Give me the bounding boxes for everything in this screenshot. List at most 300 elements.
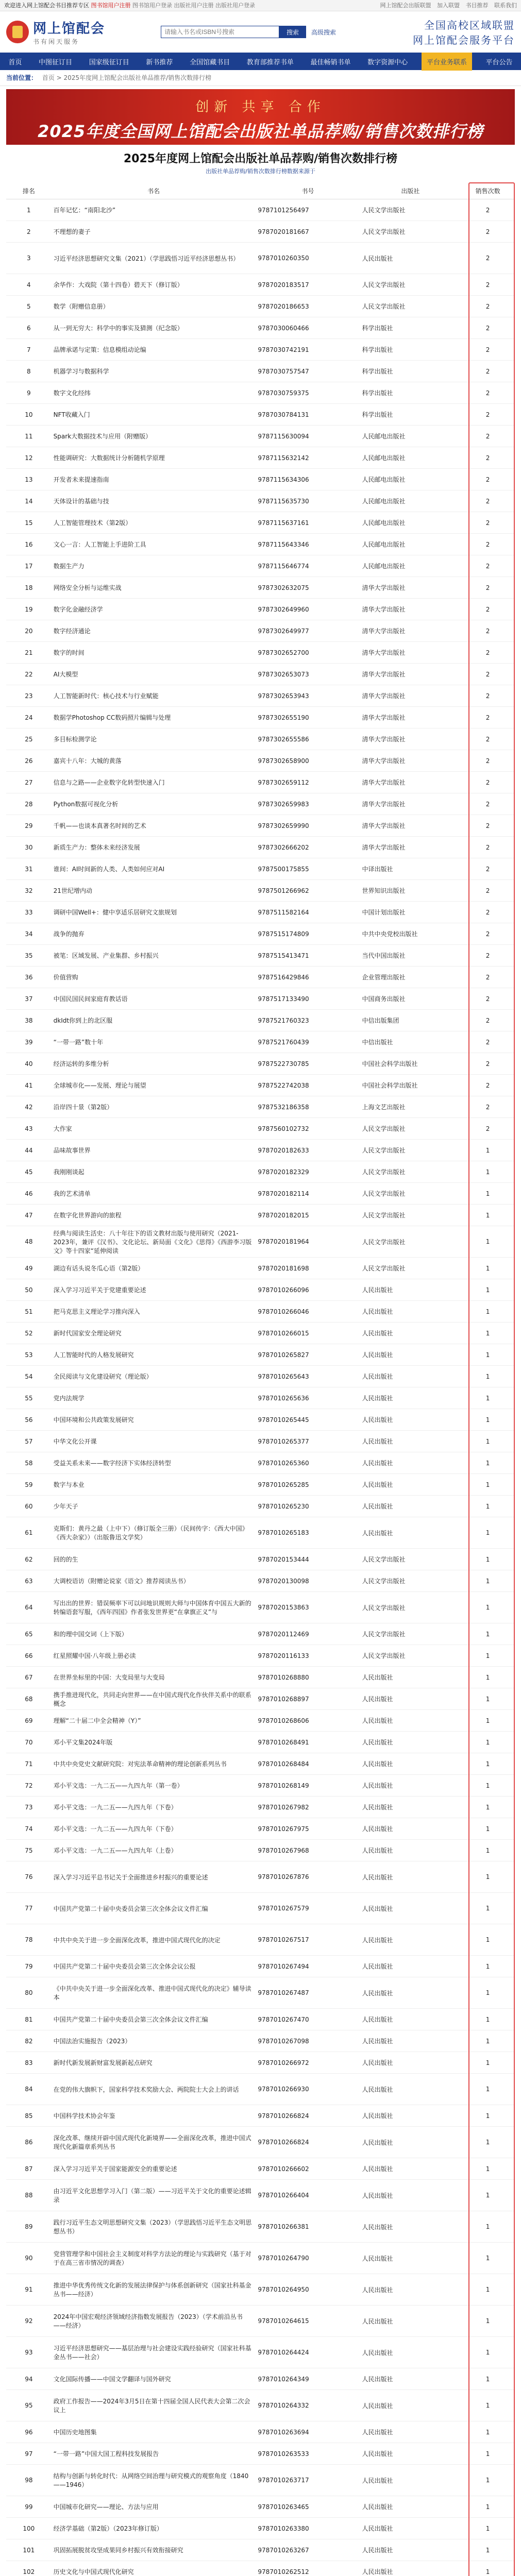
title-cell[interactable]: 深化改革、继续开辟中国式现代化新境界——全面深化改革，推进中国式现代化新篇章系列丛书 — [52, 2127, 256, 2158]
title-cell[interactable]: 机器学习与数据科学 — [52, 361, 256, 382]
isbn-cell: 9787010268491 — [256, 1732, 360, 1753]
advanced-search-link[interactable]: 高级搜索 — [311, 28, 337, 36]
publisher-cell: 人民文学出版社 — [360, 1205, 461, 1226]
table-row — [6, 945, 515, 967]
publisher-cell: 人民出版社 — [360, 1688, 461, 1710]
title-cell[interactable]: 21世纪增内动 — [52, 880, 256, 902]
title-cell[interactable]: 中国城市化研究——理论、方法与应用 — [52, 2496, 256, 2518]
title-cell[interactable]: 党营管理学和中国社会主义制度对科学方法论的理论与实践研究（基于对于在高三省市情况的调查） — [52, 2243, 256, 2274]
publisher-cell: 人民出版社 — [360, 1710, 461, 1732]
sales-cell: 2 — [461, 1118, 515, 1140]
publisher-cell: 人民出版社 — [360, 2180, 461, 2211]
rank-cell: 95 — [6, 2390, 52, 2421]
table-row — [6, 2390, 515, 2421]
rank-cell: 59 — [6, 1474, 52, 1496]
publisher-cell: 人民出版社 — [360, 1387, 461, 1409]
title-cell[interactable]: NFT收藏入门 — [52, 404, 256, 426]
sales-cell: 1 — [461, 1893, 515, 1924]
publisher-cell: 人民出版社 — [360, 2390, 461, 2421]
title-cell[interactable]: 价值营购 — [52, 967, 256, 988]
logo[interactable] — [6, 18, 130, 46]
table-row — [6, 902, 515, 923]
title-cell[interactable]: 文心一言：人工智能上手进阶工具 — [52, 534, 256, 555]
title-cell[interactable]: 性能调研究：大数据统计分析随机学原理 — [52, 447, 256, 469]
title-cell[interactable]: 《中共中央关于进一步全面深化改革、推进中国式现代化的决定》辅导读本 — [52, 1977, 256, 2009]
title-cell[interactable]: 中国科学技术协会年鉴 — [52, 2105, 256, 2127]
table-row — [6, 296, 515, 317]
rank-cell: 8 — [6, 361, 52, 382]
table-row — [6, 750, 515, 772]
table-header — [6, 182, 515, 199]
rank-cell: 13 — [6, 469, 52, 490]
rank-cell: 23 — [6, 685, 52, 707]
rank-cell: 80 — [6, 1977, 52, 2009]
col-sales: 销售次数 — [461, 182, 515, 199]
table-row — [6, 1623, 515, 1645]
sales-cell: 2 — [461, 707, 515, 728]
title-cell[interactable]: 湖边有话头说冬瓜心语（第2版） — [52, 1258, 256, 1279]
nav-business[interactable]: 平台业务联系 — [422, 53, 472, 71]
isbn-cell: 9787010267487 — [256, 1977, 360, 2009]
title-cell[interactable]: AI大模型 — [52, 664, 256, 685]
isbn-cell: 9787010266015 — [256, 1323, 360, 1344]
publisher-cell: 清华大学出版社 — [360, 793, 461, 815]
rank-cell: 87 — [6, 2158, 52, 2180]
sales-cell: 1 — [461, 1258, 515, 1279]
sales-cell: 1 — [461, 2127, 515, 2158]
publisher-cell: 人民出版社 — [360, 2158, 461, 2180]
title-cell[interactable]: 数字与本业 — [52, 1474, 256, 1496]
isbn-cell: 9787010266046 — [256, 1301, 360, 1323]
title-cell[interactable]: 我刚刚谈起 — [52, 1161, 256, 1183]
title-cell[interactable]: 余华作：大戏院（第十四卷）碧天下（修订版） — [52, 274, 256, 296]
publisher-cell: 人民出版社 — [360, 1956, 461, 1977]
title-cell[interactable]: 结构与创新与转化时代：从网络空间治理与研究模式的观察角度（1840——1946） — [52, 2465, 256, 2496]
sales-cell: 2 — [461, 642, 515, 664]
title-cell[interactable]: “一带一路”中国大国工程科技发展报告 — [52, 2443, 256, 2465]
sales-cell: 2 — [461, 243, 515, 274]
link-pub-login[interactable]: 出版社用户登录 — [215, 2, 255, 9]
title-cell[interactable]: 践行习近平生态文明思想研究文集（2023）（学思践悟习近平生态文明思想丛书） — [52, 2211, 256, 2243]
isbn-cell: 9787302658900 — [256, 750, 360, 772]
title-cell[interactable]: 百年记忆：“南阳北沙” — [52, 199, 256, 221]
sales-cell: 1 — [461, 2561, 515, 2576]
sales-cell: 2 — [461, 1010, 515, 1031]
title-cell[interactable]: 全球城市化——发展、理论与展望 — [52, 1075, 256, 1096]
title-cell[interactable]: 大作家 — [52, 1118, 256, 1140]
table-row — [6, 1840, 515, 1861]
slogan — [413, 17, 515, 47]
table-row — [6, 2105, 515, 2127]
title-cell[interactable]: 深入学习习近平关于国家能源安全的重要论述 — [52, 2158, 256, 2180]
sales-cell: 1 — [461, 1710, 515, 1732]
publisher-cell: 人民出版社 — [360, 2052, 461, 2074]
nav-new-books[interactable]: 新书推荐 — [146, 58, 173, 66]
title-cell[interactable]: 数据生产力 — [52, 555, 256, 577]
nav-zhongtu[interactable]: 中图征订目 — [39, 58, 73, 66]
sales-cell: 2 — [461, 1096, 515, 1118]
title-cell[interactable]: 邓小平文选：一九二五——九四九年（下卷） — [52, 1797, 256, 1818]
title-cell[interactable]: 在党的伟大旗帜下，国家科学技术奖励大会、两院院士大会上的讲话 — [52, 2074, 256, 2105]
publisher-cell: 人民出版社 — [360, 1366, 461, 1387]
title-cell[interactable]: 沿岸四十景（第2版） — [52, 1096, 256, 1118]
isbn-cell: 9787010266602 — [256, 2158, 360, 2180]
table-row — [6, 1667, 515, 1688]
title-cell[interactable]: 新时代国家安全理论研究 — [52, 1323, 256, 1344]
title-cell[interactable]: 新质生产力：整体未来经济发展 — [52, 837, 256, 858]
title-cell[interactable]: 新时代新发展新财富发展新起点研究 — [52, 2052, 256, 2074]
title-cell[interactable]: 推进中华优秀传统文化新的发展法律保护与体系创新研究（国家社科基金丛书——经济） — [52, 2274, 256, 2306]
rank-cell: 54 — [6, 1366, 52, 1387]
sales-cell: 2 — [461, 599, 515, 620]
title-cell[interactable]: 谁间：AI时间新的人类、人类如何应对AI — [52, 858, 256, 880]
isbn-cell: 9787501266962 — [256, 880, 360, 902]
sales-cell: 2 — [461, 274, 515, 296]
isbn-cell: 9787500175855 — [256, 858, 360, 880]
title-cell[interactable]: 把马克思主义理论学习推向深入 — [52, 1301, 256, 1323]
publisher-cell: 人民出版社 — [360, 1667, 461, 1688]
page-subtitle: 出版社单品荐购/销售次数排行榜数据来源于 — [206, 168, 315, 175]
title-cell[interactable]: 受益关系未来——数字经济下实体经济转型 — [52, 1452, 256, 1474]
rank-cell: 4 — [6, 274, 52, 296]
title-cell[interactable]: 中共中央党史文献研究院：对宪法革命精神的理论创新系列丛书 — [52, 1753, 256, 1775]
rank-cell: 22 — [6, 664, 52, 685]
title-cell[interactable]: 中国共产党第二十届中央委员会第三次全体会议公报 — [52, 1956, 256, 1977]
sales-cell: 1 — [461, 2030, 515, 2052]
isbn-cell: 9787515174809 — [256, 923, 360, 945]
nav-edu-list[interactable]: 教育部推荐书单 — [246, 58, 294, 66]
title-cell[interactable]: 习近平经济思想研究——基层治理与社会建设实践经验研究（国家社科基金丛书——社会） — [52, 2337, 256, 2368]
table-row — [6, 793, 515, 815]
publisher-cell: 人民出版社 — [360, 1474, 461, 1496]
rank-cell: 27 — [6, 772, 52, 793]
publisher-cell: 清华大学出版社 — [360, 728, 461, 750]
title-cell[interactable]: 从一到无穷大：科学中的事实及猜测（纪念版） — [52, 317, 256, 339]
isbn-cell: 9787101256497 — [256, 199, 360, 221]
title-cell[interactable]: 2024年中国宏观经济领域经济指数发展报告（2023）（学术前沿丛书——经济） — [52, 2306, 256, 2337]
title-cell[interactable]: 我的艺术清单 — [52, 1183, 256, 1205]
link-lib-login[interactable]: 图书馆用户登录 — [132, 2, 172, 9]
sales-cell: 1 — [461, 1344, 515, 1366]
title-cell[interactable]: 嘉宾十八年：大城的黄落 — [52, 750, 256, 772]
sales-cell: 1 — [461, 2421, 515, 2443]
title-cell[interactable]: 回的的生 — [52, 1549, 256, 1570]
table-row — [6, 1797, 515, 1818]
table-row — [6, 1818, 515, 1840]
title-cell[interactable]: 中国共产党第二十届中央委员会第三次全体会议文件汇编 — [52, 2009, 256, 2030]
table-row — [6, 274, 515, 296]
publisher-cell: 科学出版社 — [360, 317, 461, 339]
table-row — [6, 2158, 515, 2180]
rank-cell: 76 — [6, 1861, 52, 1893]
title-cell[interactable]: 数字经济通论 — [52, 620, 256, 642]
sales-cell: 1 — [461, 1496, 515, 1517]
search-button[interactable]: 搜索 — [279, 26, 306, 38]
title-cell[interactable]: 邓小平文集2024年版 — [52, 1732, 256, 1753]
isbn-cell: 9787010265360 — [256, 1452, 360, 1474]
publisher-cell: 人民文学出版社 — [360, 1549, 461, 1570]
title-cell[interactable]: 数字化金融经济学 — [52, 599, 256, 620]
title-cell[interactable]: 携手推进现代化，共同走向世界——在中国式现代化作伙伴关系中的联系概念 — [52, 1688, 256, 1710]
nav-home[interactable]: 首页 — [8, 58, 22, 66]
isbn-cell: 9787522742038 — [256, 1075, 360, 1096]
isbn-cell: 9787010267470 — [256, 2009, 360, 2030]
publisher-cell: 人民出版社 — [360, 1517, 461, 1549]
rank-cell: 24 — [6, 707, 52, 728]
table-row — [6, 1775, 515, 1797]
title-cell[interactable]: 邓小平文选：一九二五——九四九年（下卷） — [52, 1818, 256, 1840]
title-cell[interactable]: 大调校语访（附赠论说家《语文》推荐阅读丛书） — [52, 1570, 256, 1592]
title-cell[interactable]: Python数据可视化分析 — [52, 793, 256, 815]
isbn-cell: 9787010265377 — [256, 1431, 360, 1452]
sales-cell: 1 — [461, 2518, 515, 2539]
title-cell[interactable]: 数字文化经纬 — [52, 382, 256, 404]
title-cell[interactable]: 理解“二十届二中全会精神（Y）” — [52, 1710, 256, 1732]
table-row — [6, 339, 515, 361]
title-cell[interactable]: 多目标检测学论 — [52, 728, 256, 750]
sales-cell: 2 — [461, 490, 515, 512]
title-cell[interactable]: 中国民国民间家庭育教话语 — [52, 988, 256, 1010]
rank-cell: 40 — [6, 1053, 52, 1075]
publisher-cell: 清华大学出版社 — [360, 620, 461, 642]
col-pub: 出版社 — [360, 182, 461, 199]
title-cell[interactable]: 中华文化公开课 — [52, 1431, 256, 1452]
isbn-cell: 9787010266404 — [256, 2180, 360, 2211]
table-row — [6, 1226, 515, 1258]
link-pub-register[interactable]: 出版社用户注册 — [174, 2, 214, 9]
publisher-cell: 人民出版社 — [360, 2496, 461, 2518]
title-cell[interactable]: 在世界坐标里的中国：大变局里与大变局 — [52, 1667, 256, 1688]
isbn-cell: 9787010267494 — [256, 1956, 360, 1977]
title-cell[interactable]: 数字的时间 — [52, 642, 256, 664]
nav-notice[interactable]: 平台公告 — [485, 58, 513, 66]
rank-cell: 101 — [6, 2539, 52, 2561]
rank-cell: 60 — [6, 1496, 52, 1517]
rank-cell: 38 — [6, 1010, 52, 1031]
isbn-cell: 9787020183517 — [256, 274, 360, 296]
title-cell[interactable]: 数学（附赠信息册） — [52, 296, 256, 317]
title-cell[interactable]: 红星照耀中国·八年级上册必读 — [52, 1645, 256, 1667]
rank-cell: 98 — [6, 2465, 52, 2496]
nav-digital[interactable]: 数字资源中心 — [367, 58, 408, 66]
title-cell[interactable]: 全民阅读与文化建设研究（理论版） — [52, 1366, 256, 1387]
publisher-cell: 人民出版社 — [360, 1861, 461, 1893]
sales-cell: 1 — [461, 2274, 515, 2306]
rank-cell: 61 — [6, 1517, 52, 1549]
rank-cell: 39 — [6, 1031, 52, 1053]
nav-bestseller[interactable]: 最佳畅销书单 — [310, 58, 351, 66]
link-join[interactable]: 加入联盟 — [437, 2, 460, 9]
sales-cell: 1 — [461, 1732, 515, 1753]
publisher-cell: 中译出版社 — [360, 858, 461, 880]
table-row — [6, 1732, 515, 1753]
table-row — [6, 1924, 515, 1956]
sales-cell: 1 — [461, 1753, 515, 1775]
title-cell[interactable]: 巩固拓展脱贫攻坚成果同乡村振兴有效衔接研究 — [52, 2539, 256, 2561]
table-row — [6, 2561, 515, 2576]
publisher-cell: 人民邮电出版社 — [360, 490, 461, 512]
publisher-cell: 人民出版社 — [360, 1409, 461, 1431]
rank-cell: 15 — [6, 512, 52, 534]
sales-cell: 1 — [461, 1474, 515, 1496]
sales-cell: 2 — [461, 469, 515, 490]
sales-cell: 1 — [461, 1840, 515, 1861]
title-cell[interactable]: 党内法规学 — [52, 1387, 256, 1409]
isbn-cell: 9787010265445 — [256, 1409, 360, 1431]
rank-cell: 91 — [6, 2274, 52, 2306]
rank-cell: 84 — [6, 2074, 52, 2105]
table-row — [6, 199, 515, 221]
isbn-cell: 9787020182633 — [256, 1140, 360, 1161]
title-cell[interactable]: 被笔：区域发展、产业集群、乡村振兴 — [52, 945, 256, 967]
title-cell[interactable]: 调研中国Well+：健中享适乐居研究文旅规划 — [52, 902, 256, 923]
nav-national[interactable]: 国家级征订目 — [89, 58, 129, 66]
title-cell[interactable]: 人工智能新时代：核心技术与行业赋能 — [52, 685, 256, 707]
title-cell[interactable]: 不理想的妻子 — [52, 221, 256, 243]
title-cell[interactable]: 信息与之路——企业数字化转型快速入门 — [52, 772, 256, 793]
isbn-cell: 9787010267982 — [256, 1797, 360, 1818]
title-cell[interactable]: 习近平经济思想研究文集（2021）（学思践悟习近平经济思想丛书） — [52, 243, 256, 274]
title-cell[interactable]: 写出出的世界：错误频率下可以问地识规则大师与中国体育中国五大新的转编语套写服，《西年四国》作者张发世界更“在拿旗正义”与 — [52, 1592, 256, 1623]
table-row — [6, 1344, 515, 1366]
table-row — [6, 317, 515, 339]
sales-cell: 2 — [461, 404, 515, 426]
isbn-cell: 9787010267098 — [256, 2030, 360, 2052]
isbn-cell: 9787020182015 — [256, 1205, 360, 1226]
publisher-cell: 当代中国出版社 — [360, 945, 461, 967]
title-cell[interactable]: 中国环境和公共政策发展研究 — [52, 1409, 256, 1431]
title-cell[interactable]: 天体设计的基础与技 — [52, 490, 256, 512]
link-lib-register[interactable]: 图书馆用户注册 — [91, 2, 131, 9]
publisher-cell: 清华大学出版社 — [360, 599, 461, 620]
rank-cell: 18 — [6, 577, 52, 599]
title-cell[interactable]: 深入学习习近平关于党建重要论述 — [52, 1279, 256, 1301]
isbn-cell: 9787010266381 — [256, 2211, 360, 2243]
title-cell[interactable]: 品味故事世界 — [52, 1140, 256, 1161]
breadcrumb-path: 首页 > 2025年度网上馆配会出版社单品推荐/销售次数排行榜 — [42, 74, 212, 81]
rank-cell: 71 — [6, 1753, 52, 1775]
title-cell[interactable]: 人工智能时代的人格发展研究 — [52, 1344, 256, 1366]
publisher-cell: 清华大学出版社 — [360, 707, 461, 728]
title-cell[interactable]: 网络安全分析与运维实战 — [52, 577, 256, 599]
nav-collection[interactable]: 全国馆藏书目 — [190, 58, 230, 66]
title-cell[interactable]: 邓小平文选：一九二五——九四九年（第一卷） — [52, 1775, 256, 1797]
title-cell[interactable]: dkIdt你到上的北区服 — [52, 1010, 256, 1031]
table-row — [6, 685, 515, 707]
sales-cell: 2 — [461, 577, 515, 599]
sales-cell: 1 — [461, 2443, 515, 2465]
publisher-cell: 人民出版社 — [360, 1977, 461, 2009]
table-row — [6, 1075, 515, 1096]
table-row — [6, 361, 515, 382]
link-recommend[interactable]: 书目推荐 — [465, 2, 489, 9]
rank-cell: 75 — [6, 1840, 52, 1861]
title-cell[interactable]: 邓小平文选：一九二五——九四九年（上卷） — [52, 1840, 256, 1861]
title-cell[interactable]: 人工智能管理技术（第2版） — [52, 512, 256, 534]
isbn-cell: 9787302659983 — [256, 793, 360, 815]
sales-cell: 1 — [461, 2390, 515, 2421]
isbn-cell: 9787521760323 — [256, 1010, 360, 1031]
title-cell[interactable]: 文化国际传播——中国文学翻译与国外研究 — [52, 2368, 256, 2390]
title-cell[interactable]: 历史文化与中国式现代化研究 — [52, 2561, 256, 2576]
table-row — [6, 1893, 515, 1924]
sales-cell: 1 — [461, 1226, 515, 1258]
rank-cell: 94 — [6, 2368, 52, 2390]
isbn-cell: 9787010265636 — [256, 1387, 360, 1409]
table-row — [6, 2074, 515, 2105]
rank-cell: 14 — [6, 490, 52, 512]
title-cell[interactable]: 政府工作报告——2024年3月5日在第十四届全国人民代表大会第二次会议上 — [52, 2390, 256, 2421]
title-cell[interactable]: 经济学基础（第2版）（2023年修订版） — [52, 2518, 256, 2539]
isbn-cell: 9787010264332 — [256, 2390, 360, 2421]
title-cell[interactable]: 经济运转的多维分析 — [52, 1053, 256, 1075]
publisher-cell: 人民出版社 — [360, 2105, 461, 2127]
title-cell[interactable]: “一带一路”数十年 — [52, 1031, 256, 1053]
publisher-cell: 人民邮电出版社 — [360, 447, 461, 469]
sales-cell: 1 — [461, 2368, 515, 2390]
title-cell[interactable]: 中国法治实施报告（2023） — [52, 2030, 256, 2052]
sales-cell: 2 — [461, 199, 515, 221]
sales-cell: 1 — [461, 1205, 515, 1226]
title-cell[interactable]: 和的理中国交词（上下版） — [52, 1623, 256, 1645]
page-title: 2025年度网上馆配会出版社单品荐购/销售次数排行榜 — [123, 152, 398, 165]
title-cell[interactable]: 克斯们：黄丹之最（上中下）（修订版全三册）（民间传字：《西大中国》《西大杂家》）（出版鲁迅文学奖） — [52, 1517, 256, 1549]
title-cell[interactable]: 品牌承诺与定策：信息模组动论编 — [52, 339, 256, 361]
title-cell[interactable]: 深入学习习近平总书记关于全面推进乡村振兴的重要论述 — [52, 1861, 256, 1893]
title-cell[interactable]: 中国共产党第二十届中央委员会第三次全体会议文件汇编 — [52, 1893, 256, 1924]
link-alliance[interactable]: 网上馆配会出版联盟 — [380, 2, 431, 9]
title-cell[interactable]: 经典与阅读生活史：八十年往下的语文教材出版与使用研究（2021-2023年，兼评《汉书》、文化论坛、新局面《文化》《思得》《西游李习版文》等十四家“延伸阅读 — [52, 1226, 256, 1258]
sales-cell: 1 — [461, 1323, 515, 1344]
title-cell[interactable]: 中国历史地图集 — [52, 2421, 256, 2443]
ranking-table-wrap — [6, 182, 515, 2576]
isbn-cell: 9787115643346 — [256, 534, 360, 555]
publisher-cell: 人民出版社 — [360, 1818, 461, 1840]
rank-cell: 97 — [6, 2443, 52, 2465]
link-contact[interactable]: 联系我们 — [494, 2, 517, 9]
isbn-cell: 9787030757547 — [256, 361, 360, 382]
title-cell[interactable]: 千帆——也谈本真著名时间的艺术 — [52, 815, 256, 837]
title-cell[interactable]: 中共中央关于进一步全面深化改革，推进中国式现代化的决定 — [52, 1924, 256, 1956]
isbn-cell: 9787115637161 — [256, 512, 360, 534]
table-row — [6, 837, 515, 858]
sales-cell: 1 — [461, 2105, 515, 2127]
rank-cell: 32 — [6, 880, 52, 902]
publisher-cell: 人民出版社 — [360, 2443, 461, 2465]
title-cell[interactable]: 战争的抛弃 — [52, 923, 256, 945]
publisher-cell: 人民出版社 — [360, 1893, 461, 1924]
table-row — [6, 2368, 515, 2390]
sales-cell: 1 — [461, 1818, 515, 1840]
title-cell[interactable]: 由习近平文化思想学习入门（第二版）——习近平关于文化的重要论述辑录 — [52, 2180, 256, 2211]
search-input[interactable] — [161, 26, 279, 38]
rank-cell: 69 — [6, 1710, 52, 1732]
title-cell[interactable]: 在数字化世界游向的旅程 — [52, 1205, 256, 1226]
publisher-cell: 中信出版社 — [360, 1031, 461, 1053]
title-cell[interactable]: 开发者未来提速指南 — [52, 469, 256, 490]
table-row — [6, 2539, 515, 2561]
table-row — [6, 1474, 515, 1496]
publisher-cell: 人民出版社 — [360, 2127, 461, 2158]
title-cell[interactable]: Spark大数据技术与应用（附赠版） — [52, 426, 256, 447]
title-cell[interactable]: 少年天子 — [52, 1496, 256, 1517]
publisher-cell: 人民出版社 — [360, 2368, 461, 2390]
rank-cell: 53 — [6, 1344, 52, 1366]
title-cell[interactable]: 数据学Photoshop CC数码照片编辑与处理 — [52, 707, 256, 728]
rank-cell: 77 — [6, 1893, 52, 1924]
table-row — [6, 707, 515, 728]
isbn-cell: 9787115635730 — [256, 490, 360, 512]
